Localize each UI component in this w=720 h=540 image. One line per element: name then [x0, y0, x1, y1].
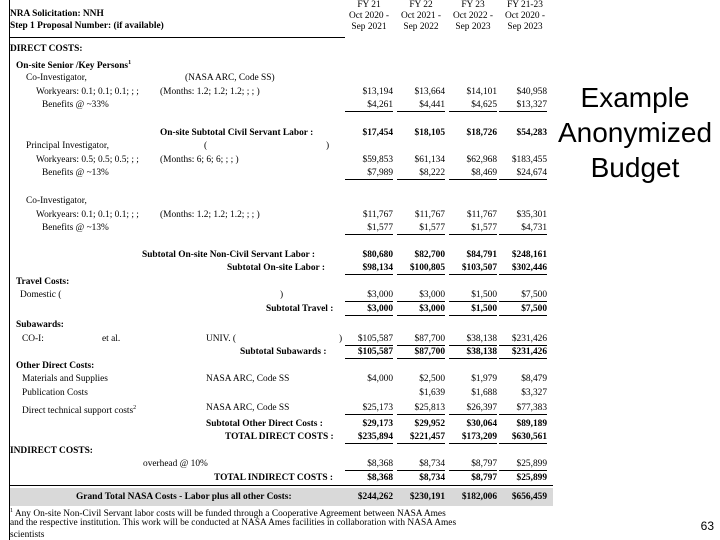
coi1-benefits-label: Benefits @ ~33% [42, 100, 109, 110]
budget-value-cell: $61,134 [414, 155, 445, 165]
budget-value-cell: $173,209 [461, 432, 497, 442]
budget-value-cell: $62,968 [466, 155, 497, 165]
travel-subtotal-label: Subtotal Travel : [266, 304, 334, 314]
sum-rule [449, 443, 497, 444]
budget-value-cell: $8,797 [471, 473, 497, 483]
budget-value-cell: $105,587 [357, 347, 393, 357]
coi2-months: (Months: 1.2; 1.2; 1.2; ; ; ) [160, 210, 260, 220]
sum-rule [449, 111, 497, 112]
budget-value-cell: $29,173 [362, 419, 393, 429]
budget-value-cell: $13,327 [516, 100, 547, 110]
sum-rule [345, 111, 393, 112]
budget-value-cell: $13,664 [414, 87, 445, 97]
support-org: NASA ARC, Code SS [206, 403, 290, 413]
budget-value-cell: $4,731 [521, 223, 547, 233]
budget-value-cell: $1,577 [419, 223, 445, 233]
budget-value-cell: $35,301 [516, 210, 547, 220]
sum-rule [449, 179, 497, 180]
budget-value-cell: $29,952 [414, 419, 445, 429]
budget-value-cell: $84,791 [466, 250, 497, 260]
budget-value-cell: $1,577 [367, 223, 393, 233]
pi-paren-open: ( [204, 141, 208, 151]
sum-rule [499, 301, 547, 302]
travel-close: ) [280, 290, 284, 300]
budget-value-cell: $3,327 [521, 388, 547, 398]
sum-rule [449, 234, 497, 235]
sum-rule [449, 301, 497, 302]
budget-value-cell: $13,194 [362, 87, 393, 97]
budget-value-cell: $18,105 [414, 128, 445, 138]
left-border [9, 0, 10, 540]
onsite-heading: On-site Senior /Key Persons$^1$ [16, 60, 132, 72]
sum-rule [345, 301, 393, 302]
budget-value-cell: $4,261 [367, 100, 393, 110]
sum-rule [499, 315, 547, 316]
budget-value-cell: $4,000 [367, 374, 393, 384]
sum-rule [449, 470, 497, 471]
budget-value-cell: $630,561 [511, 432, 547, 442]
budget-value-cell: $8,368 [367, 459, 393, 469]
sum-rule [345, 274, 393, 275]
publication-label: Publication Costs [22, 388, 88, 398]
budget-value-cell: $3,000 [419, 290, 445, 300]
budget-value-cell: $2,500 [419, 374, 445, 384]
sum-rule [499, 414, 547, 415]
total-direct-label: TOTAL DIRECT COSTS : [225, 432, 334, 442]
onsite-subtotal-label: Subtotal On-site Labor : [227, 263, 326, 273]
coi1-months: (Months: 1.2; 1.2; 1.2; ; ; ) [160, 87, 260, 97]
materials-label: Materials and Supplies [22, 374, 108, 384]
materials-org: NASA ARC, Code SS [206, 374, 290, 384]
sum-rule [449, 358, 497, 359]
budget-value-cell: $25,173 [362, 403, 393, 413]
pi-months: (Months: 6; 6; 6; ; ; ) [160, 155, 239, 165]
budget-value-cell: $98,134 [362, 263, 393, 273]
budget-value-cell: $3,000 [419, 304, 445, 314]
budget-value-cell: $80,680 [362, 250, 393, 260]
budget-value-cell: $244,262 [357, 492, 393, 502]
other-heading: Other Direct Costs: [16, 361, 95, 371]
sum-rule [397, 315, 445, 316]
subaward-item: CO-I: [22, 334, 44, 344]
coi1-label: Co-Investigator, [26, 73, 87, 83]
title-line-2: Anonymized [557, 117, 713, 148]
other-subtotal-label: Subtotal Other Direct Costs : [206, 419, 323, 429]
noncivil-subtotal-label: Subtotal On-site Non-Civil Servant Labor : [142, 250, 316, 260]
budget-value-cell: $235,894 [357, 432, 393, 442]
budget-value-cell: $1,979 [471, 374, 497, 384]
support-label: Direct technical support costs$^2$ [22, 405, 137, 417]
footnote-line1: $^1$ Any On-site Non-Civil Servant labor costs will be funded through a Cooperative Agreement between NASA Ames [10, 508, 446, 520]
budget-value-cell: $8,797 [471, 459, 497, 469]
budget-value-cell: $11,767 [414, 210, 445, 220]
budget-value-cell: $221,457 [409, 432, 445, 442]
sum-rule [499, 274, 547, 275]
budget-value-cell: $17,454 [362, 128, 393, 138]
budget-value-cell: $82,700 [414, 250, 445, 260]
sum-rule [397, 111, 445, 112]
sum-rule [499, 234, 547, 235]
budget-value-cell: $4,625 [471, 100, 497, 110]
budget-value-cell: $1,500 [471, 290, 497, 300]
proposal-number-label: Step 1 Proposal Number: (if available) [10, 21, 164, 31]
budget-value-cell: $25,899 [516, 459, 547, 469]
budget-value-cell: $40,958 [516, 87, 547, 97]
sum-rule [345, 470, 393, 471]
sum-rule [345, 234, 393, 235]
footnote-line2: and the respective institution. This work will be conducted at NASA Ames facilities in collaboration with NASA Ames [10, 518, 457, 528]
sum-rule [499, 470, 547, 471]
overhead-label: overhead @ 10% [143, 459, 208, 469]
coi2-benefits-label: Benefits @ ~13% [42, 223, 109, 233]
indirect-rule [10, 485, 553, 486]
budget-value-cell: $8,222 [419, 168, 445, 178]
budget-value-cell: $3,000 [367, 290, 393, 300]
budget-value-cell: $1,639 [419, 388, 445, 398]
budget-value-cell: $100,805 [409, 263, 445, 273]
civil-subtotal-label: On-site Subtotal Civil Servant Labor : [160, 128, 314, 138]
sum-rule [449, 315, 497, 316]
sum-rule [345, 358, 393, 359]
budget-value-cell: $183,455 [511, 155, 547, 165]
budget-value-cell: $248,161 [511, 250, 547, 260]
sum-rule [397, 470, 445, 471]
sum-rule [397, 443, 445, 444]
sum-rule [449, 345, 497, 346]
sum-rule [499, 358, 547, 359]
sum-rule [499, 179, 547, 180]
subaward-etal: et al. [102, 334, 121, 344]
budget-value-cell: $8,368 [367, 473, 393, 483]
solicitation-label: NRA Solicitation: NNH [10, 9, 104, 19]
pi-benefits-label: Benefits @ ~13% [42, 168, 109, 178]
budget-value-cell: $4,441 [419, 100, 445, 110]
coi2-workyears: Workyears: 0.1; 0.1; 0.1; ; ; [36, 210, 139, 220]
sum-rule [449, 274, 497, 275]
budget-value-cell: $59,853 [362, 155, 393, 165]
coi1-org: (NASA ARC, Code SS) [185, 73, 275, 83]
fy-column-total: FY 21-23 Oct 2020 - Sep 2023 [504, 0, 546, 32]
budget-value-cell: $54,283 [516, 128, 547, 138]
direct-costs-heading: DIRECT COSTS: [10, 44, 83, 54]
budget-value-cell: $25,813 [414, 403, 445, 413]
sum-rule [397, 234, 445, 235]
sum-rule [345, 315, 393, 316]
budget-value-cell: $38,138 [466, 347, 497, 357]
budget-value-cell: $105,587 [357, 334, 393, 344]
budget-value-cell: $8,734 [419, 459, 445, 469]
budget-value-cell: $7,500 [521, 290, 547, 300]
coi1-workyears: Workyears: 0.1; 0.1; 0.1; ; ; [36, 87, 139, 97]
fy-column-1: FY 21 Oct 2020 - Sep 2021 [348, 0, 390, 32]
fy-column-2: FY 22 Oct 2021 - Sep 2022 [400, 0, 442, 32]
sum-rule [397, 345, 445, 346]
budget-value-cell: $18,726 [466, 128, 497, 138]
pi-workyears: Workyears: 0.5; 0.5; 0.5; ; ; [36, 155, 139, 165]
sum-rule [397, 274, 445, 275]
sum-rule [499, 345, 547, 346]
sum-rule [499, 111, 547, 112]
indirect-heading: INDIRECT COSTS: [10, 446, 93, 456]
budget-value-cell: $24,674 [516, 168, 547, 178]
budget-value-cell: $14,101 [466, 87, 497, 97]
budget-value-cell: $7,989 [367, 168, 393, 178]
budget-value-cell: $1,577 [471, 223, 497, 233]
budget-value-cell: $1,688 [471, 388, 497, 398]
sum-rule [449, 414, 497, 415]
total-indirect-label: TOTAL INDIRECT COSTS : [214, 473, 334, 483]
budget-value-cell: $11,767 [466, 210, 497, 220]
sum-rule [345, 414, 393, 415]
footnote-line3: scientists [10, 530, 45, 540]
budget-value-cell: $8,734 [419, 473, 445, 483]
budget-value-cell: $656,459 [511, 492, 547, 502]
title-line-3: Budget [590, 152, 680, 183]
subawards-heading: Subawards: [16, 320, 64, 330]
budget-value-cell: $87,700 [414, 334, 445, 344]
budget-value-cell: $231,426 [511, 334, 547, 344]
fy-column-3: FY 23 Oct 2022 - Sep 2023 [452, 0, 494, 32]
coi2-label: Co-Investigator, [26, 196, 87, 206]
budget-value-cell: $77,383 [516, 403, 547, 413]
budget-value-cell: $8,479 [521, 374, 547, 384]
budget-value-cell: $3,000 [367, 304, 393, 314]
budget-value-cell: $25,899 [516, 473, 547, 483]
budget-value-cell: $231,426 [511, 347, 547, 357]
budget-value-cell: $1,500 [471, 304, 497, 314]
budget-value-cell: $38,138 [466, 334, 497, 344]
budget-value-cell: $89,189 [516, 419, 547, 429]
sum-rule [345, 345, 393, 346]
subawards-subtotal-label: Subtotal Subawards : [240, 347, 327, 357]
budget-value-cell: $182,006 [461, 492, 497, 502]
budget-value-cell: $11,767 [362, 210, 393, 220]
budget-value-cell: $302,446 [511, 263, 547, 273]
grand-total-label: Grand Total NASA Costs - Labor plus all other Costs: [76, 492, 292, 502]
sum-rule [397, 358, 445, 359]
slide-title [550, 80, 720, 185]
title-line-1: Example [580, 82, 690, 113]
budget-value-cell: $7,500 [521, 304, 547, 314]
sum-rule [345, 179, 393, 180]
budget-value-cell: $230,191 [409, 492, 445, 502]
budget-value-cell: $26,397 [466, 403, 497, 413]
budget-value-cell: $87,700 [414, 347, 445, 357]
pi-paren-close: ) [326, 141, 330, 151]
travel-item: Domestic ( [20, 290, 62, 300]
budget-value-cell: $103,507 [461, 263, 497, 273]
pi-label: Principal Investigator, [26, 141, 109, 151]
budget-value-cell: $8,469 [471, 168, 497, 178]
header-rule [10, 37, 345, 38]
budget-value-cell: $30,064 [466, 419, 497, 429]
travel-heading: Travel Costs: [16, 277, 70, 287]
sum-rule [397, 301, 445, 302]
sum-rule [499, 443, 547, 444]
sum-rule [397, 414, 445, 415]
page-number: 63 [700, 519, 714, 533]
subaward-close: ) [339, 334, 343, 344]
sum-rule [397, 179, 445, 180]
subaward-univ: UNIV. ( [206, 334, 237, 344]
sum-rule [345, 443, 393, 444]
